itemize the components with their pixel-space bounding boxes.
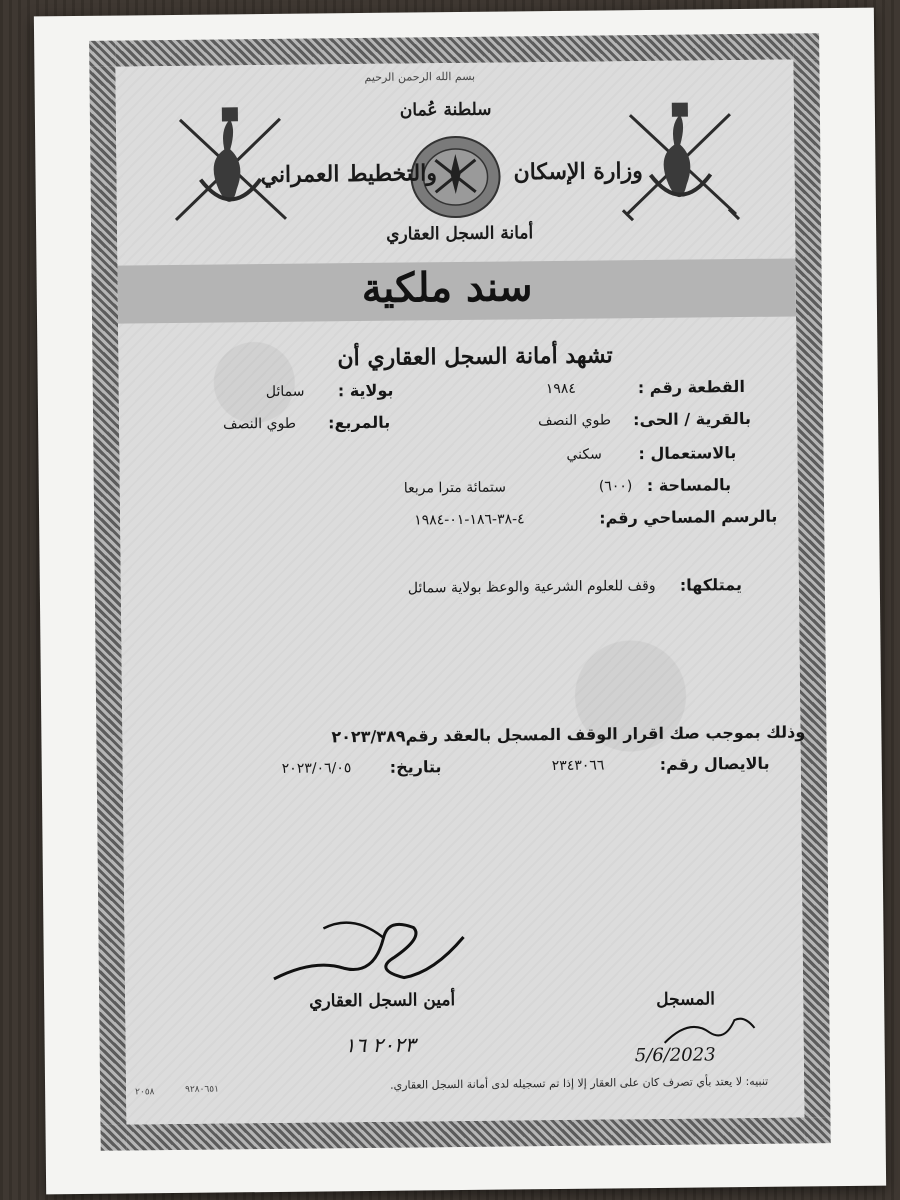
- footer-notice: تنبيه: لا يعتد بأي تصرف كان على العقار إلا إذا تم تسجيله لدى أمانة السجل العقاري.: [389, 1074, 769, 1092]
- registry-authority: أمانة السجل العقاري: [386, 223, 534, 245]
- block-value: طوي النصف: [223, 415, 297, 433]
- receipt-value: ٢٣٤٣٠٦٦: [551, 757, 605, 775]
- recorder-handwritten-date: 5/6/2023: [634, 1044, 716, 1067]
- survey-value: ٤-٣٨-١٨٦-٠١-١٩٨٤: [414, 511, 525, 529]
- country-name: سلطنة عُمان: [399, 99, 492, 121]
- serial-right: ٩٢٨٠٦٥١: [185, 1084, 219, 1095]
- wilayat-label: بولاية :: [337, 380, 394, 401]
- intro-heading: تشهد أمانة السجل العقاري أن: [337, 342, 613, 372]
- receipt-label: بالايصال رقم:: [659, 753, 770, 774]
- wilayat-value: سمائل: [265, 383, 305, 401]
- basis-text: وذلك بموجب صك اقرار الوقف المسجل بالعقد رقم٢٠٢٣/٣٨٩: [331, 722, 806, 747]
- area-label: بالمساحة :: [646, 475, 732, 496]
- date-label: بتاريخ:: [389, 757, 442, 777]
- document-title: سند ملكية: [361, 263, 533, 313]
- recorder-label: المسجل: [656, 989, 716, 1010]
- owner-label: يمتلكها:: [679, 575, 743, 595]
- use-value: سكني: [566, 446, 602, 463]
- survey-label: بالرسم المساحي رقم:: [599, 506, 778, 528]
- registrar-signature-icon: [263, 907, 474, 999]
- block-label: بالمربع:: [328, 412, 391, 433]
- area-words: ستمائة مترا مربعا: [403, 479, 507, 497]
- basmala: بسم الله الرحمن الرحيم: [364, 69, 476, 84]
- date-value: ٢٠٢٣/٠٦/٠٥: [281, 760, 352, 777]
- plot-label: القطعة رقم :: [637, 377, 745, 398]
- plot-value: ١٩٨٤: [545, 380, 576, 398]
- use-label: بالاستعمال :: [638, 443, 737, 464]
- owner-value: وقف للعلوم الشرعية والوعظ بولاية سمائل: [407, 577, 656, 597]
- village-value: طوي النصف: [538, 412, 611, 430]
- village-label: بالقرية / الحى:: [633, 408, 752, 430]
- ministry-name-right: وزارة الإسكان: [513, 158, 643, 186]
- deed-paper: [34, 8, 886, 1195]
- ministry-name-left: والتخطيط العمراني: [260, 160, 438, 189]
- registrar-label: أمين السجل العقاري: [309, 990, 456, 1012]
- area-number: (٦٠٠): [598, 478, 633, 495]
- serial-left: ٢٠٥٨: [135, 1087, 155, 1098]
- registrar-handwritten-date: ٢٠٢٣ ١٦: [344, 1032, 416, 1058]
